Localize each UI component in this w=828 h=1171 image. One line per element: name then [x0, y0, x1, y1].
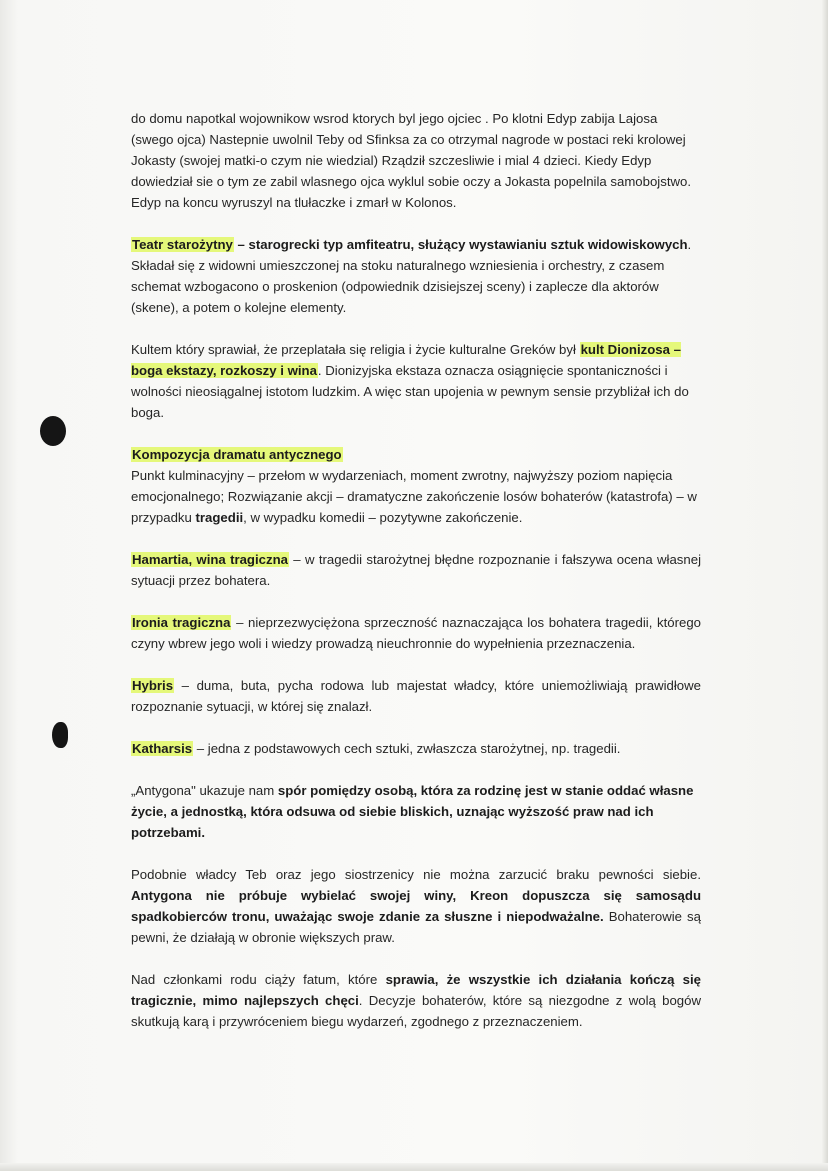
- punch-hole: [40, 416, 66, 446]
- highlighted-term: Hamartia, wina tragiczna: [132, 552, 288, 567]
- page-edge: [0, 1163, 828, 1171]
- highlighted-term: Ironia tragiczna: [132, 615, 231, 630]
- paragraph-antygona: „Antygona" ukazuje nam spór pomiędzy osobą, która za rodzinę jest w stanie oddać własne życie, a jednostką, która odsuwa od siebie bliskich, uznając wyższość praw nad ich potrzebami.: [131, 783, 694, 840]
- document-body: [131, 108, 701, 1053]
- highlighted-term: Hybris: [132, 678, 174, 693]
- paragraph-katharsis: Katharsis – jedna z podstawowych cech sztuki, zwłaszcza starożytnej, np. tragedii.: [132, 741, 621, 756]
- paragraph-ironia: Ironia tragiczna – nieprzezwyciężona sprzeczność naznaczająca los bohatera tragedii, którego czyny wbrew jego woli i wiedzy prowadzą nieuchronnie do wypełnienia przeznaczenia.: [131, 615, 701, 651]
- paragraph-fatum: Nad członkami rodu ciąży fatum, które sprawia, że wszystkie ich działania kończą się tragicznie, mimo najlepszych chęci. Decyzje bohaterów, które są niezgodne z wolą bogów skutkują karą i przywróceniem biegu wydarzeń, zgodnego z przeznaczeniem.: [131, 972, 701, 1029]
- punch-hole: [52, 722, 68, 748]
- highlighted-term: Katharsis: [132, 741, 193, 756]
- highlighted-term: Teatr starożytny: [132, 237, 233, 252]
- paragraph-hybris: Hybris – duma, buta, pycha rodowa lub majestat władcy, które uniemożliwiają prawidłowe rozpoznanie sytuacji, w której się znalazł.: [131, 678, 701, 714]
- paragraph-teatr: Teatr starożytny – starogrecki typ amfiteatru, służący wystawianiu sztuk widowiskowych. Składał się z widowni umieszczonej na stoku naturalnego wzniesienia i orchestry, z czasem schemat wzbogacono o proskenion (odpowiednik dzisiejszej sceny) i zaplecze dla aktorów (skene), a potem o kolejne elementy.: [131, 237, 692, 315]
- paragraph-kult: Kultem który sprawiał, że przeplatała się religia i życie kulturalne Greków był kult Dionizosa – boga ekstazy, rozkoszy i wina. Dionizyjska ekstaza oznacza osiągnięcie spontaniczności i wolności nieosiągalnej istotom ludzkim. A więc stan upojenia w pewnym sensie przybliżał ich do boga.: [131, 342, 689, 420]
- section-heading: Kompozycja dramatu antycznego: [132, 447, 342, 462]
- page-edge: [822, 0, 828, 1171]
- paragraph-kompozycja: Kompozycja dramatu antycznego Punkt kulminacyjny – przełom w wydarzeniach, moment zwrotny, najwyższy poziom napięcia emocjonalnego; Rozwiązanie akcji – dramatyczne zakończenie losów bohaterów (katastrofa) – w przypadku tragedii, w wypadku komedii – pozytywne zakończenie.: [131, 447, 697, 525]
- paragraph-hamartia: Hamartia, wina tragiczna – w tragedii starożytnej błędne rozpoznanie i fałszywa ocena własnej sytuacji przez bohatera.: [131, 552, 701, 588]
- paragraph-wladcy: Podobnie władcy Teb oraz jego siostrzenicy nie można zarzucić braku pewności siebie. Antygona nie próbuje wybielać swojej winy, Kreon dopuszcza się samosądu spadkobierców tronu, uważając swoje zdanie za słuszne i niepodważalne. Bohaterowie są pewni, że działają w obronie większych praw.: [131, 867, 701, 945]
- paragraph-edyp: do domu napotkal wojownikow wsrod ktorych byl jego ojciec . Po klotni Edyp zabija Lajosa (swego ojca) Nastepnie uwolnil Teby od Sfinksa za co otrzymal nagrode w postaci reki krolowej Jokasty (swojej matki-o czym nie wiedzial) Rządził szczesliwie i mial 4 dzieci. Kiedy Edyp dowiedział sie o tym ze zabil wlasnego ojca wyklul sobie oczy a Jokasta popelnila samobojstwo. Edyp na koncu wyruszyl na tlułaczke i zmarł w Kolonos.: [131, 111, 692, 210]
- highlighted-term: kult Dionizosa – boga ekstazy, rozkoszy i wina: [131, 342, 681, 378]
